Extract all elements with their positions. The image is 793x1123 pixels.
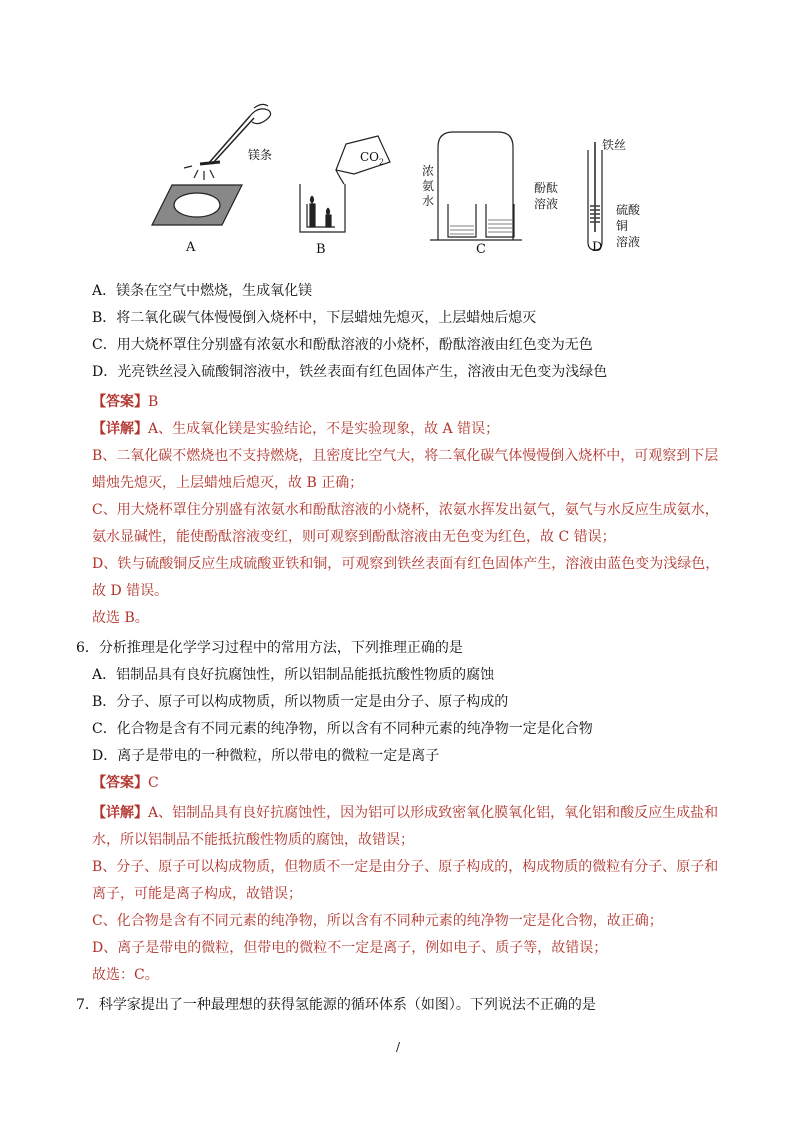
q6-detail-line: B、分子、原子可以构成物质，但物质不一定是由分子、原子构成的，构成物质的微粒有分子、原子和 xyxy=(92,859,719,875)
q6-detail-line: 水，所以铝制品不能抵抗酸性物质的腐蚀，故错误； xyxy=(92,832,414,848)
cuso4-label: 硫酸铜 溶液 xyxy=(616,203,641,249)
experiment-figure xyxy=(150,92,650,267)
mg-ribbon-label: 镁条 xyxy=(248,148,273,162)
q6-option-a: A．铝制品具有良好抗腐蚀性，所以铝制品能抵抗酸性物质的腐蚀 xyxy=(92,667,495,683)
q5-detail-line: 氨水显碱性，能使酚酞溶液变红，则可观察到酚酞溶液由无色变为红色，故 C 错误； xyxy=(92,529,616,545)
q5-detail-line: 蜡烛先熄灭，上层蜡烛后熄灭，故 B 正确； xyxy=(92,475,364,491)
apparatus-d xyxy=(588,142,602,250)
apparatus-c xyxy=(430,132,522,240)
q6-answer: 【答案】C xyxy=(92,775,159,791)
beaker-ammonia xyxy=(448,204,476,237)
phenol-label: 酚酞 溶液 xyxy=(534,181,559,211)
q5-answer: 【答案】B xyxy=(92,394,159,410)
flame-lower xyxy=(327,208,330,215)
experiment-diagram xyxy=(150,92,650,267)
q6-option-d: D．离子是带电的一种微粒，所以带电的微粒一定是离子 xyxy=(92,748,440,764)
co2-label: $CO_2$ xyxy=(360,150,385,167)
label-b: B xyxy=(316,242,326,257)
q5-conclusion: 故选 B。 xyxy=(92,610,149,626)
q5-detail-line: D、铁与硫酸铜反应生成硫酸亚铁和铜，可观察到铁丝表面有红色固体产生，溶液由蓝色变为浅绿色， xyxy=(92,556,720,572)
q5-detail-line: 故 D 错误。 xyxy=(92,583,169,599)
q5-detail-line: B、二氧化碳不燃烧也不支持燃烧，且密度比空气大，将二氧化碳气体慢慢倒入烧杯中，可观察到下层 xyxy=(92,448,719,464)
q6-detail-line: C、化合物是含有不同元素的纯净物，所以含有不同种元素的纯净物一定是化合物，故正确； xyxy=(92,913,663,929)
white-ash xyxy=(174,193,220,217)
q6-detail-line: D、离子是带电的微粒，但带电的微粒不一定是离子，例如电子、质子等，故错误； xyxy=(92,940,608,956)
q6-conclusion: 故选：C。 xyxy=(92,967,159,983)
hand xyxy=(250,109,271,124)
ammonia-label: 浓 氨 水 xyxy=(422,164,435,208)
label-a: A xyxy=(186,240,196,255)
label-c: C xyxy=(476,242,486,257)
q6-option-c: C．化合物是含有不同元素的纯净物，所以含有不同种元素的纯净物一定是化合物 xyxy=(92,721,593,737)
q6-detail-line: 离子，可能是离子构成，故错误； xyxy=(92,886,302,902)
tongs xyxy=(208,116,250,164)
iron-wire-label: 铁丝 xyxy=(602,138,627,152)
q5-detail-first: 【详解】A、生成氧化镁是实验结论，不是实验现象，故 A 错误； xyxy=(92,421,500,437)
candle-lower xyxy=(326,215,331,227)
apparatus-a xyxy=(152,104,271,225)
q5-option-a: A．镁条在空气中燃烧，生成氧化镁 xyxy=(92,283,313,299)
q6-detail-first: 【详解】A、铝制品具有良好抗腐蚀性，因为铝可以形成致密氧化膜氧化铝，氧化铝和酸反应生成盐和 xyxy=(92,805,719,821)
q5-option-b: B．将二氧化碳气体慢慢倒入烧杯中，下层蜡烛先熄灭，上层蜡烛后熄灭 xyxy=(92,310,537,326)
q5-detail-line: C、用大烧杯罩住分别盛有浓氨水和酚酞溶液的小烧杯，浓氨水挥发出氨气，氨气与水反应生成氨水， xyxy=(92,502,719,518)
q6-stem: 6．分析推理是化学学习过程中的常用方法，下列推理正确的是 xyxy=(76,640,463,656)
mg-ribbon xyxy=(200,162,220,164)
q5-option-c: C．用大烧杯罩住分别盛有浓氨水和酚酞溶液的小烧杯，酚酞溶液由红色变为无色 xyxy=(92,337,593,353)
candle-upper xyxy=(310,204,315,227)
q6-option-b: B．分子、原子可以构成物质，所以物质一定是由分子、原子构成的 xyxy=(92,694,509,710)
q5-option-d: D．光亮铁丝浸入硫酸铜溶液中，铁丝表面有红色固体产生，溶液由无色变为浅绿色 xyxy=(92,364,608,380)
flame-upper xyxy=(311,196,314,203)
label-d: D xyxy=(592,240,603,255)
page-number: / xyxy=(396,1040,401,1054)
q7-stem: 7．科学家提出了一种最理想的获得氢能源的循环体系（如图）。下列说法不正确的是 xyxy=(76,997,596,1013)
